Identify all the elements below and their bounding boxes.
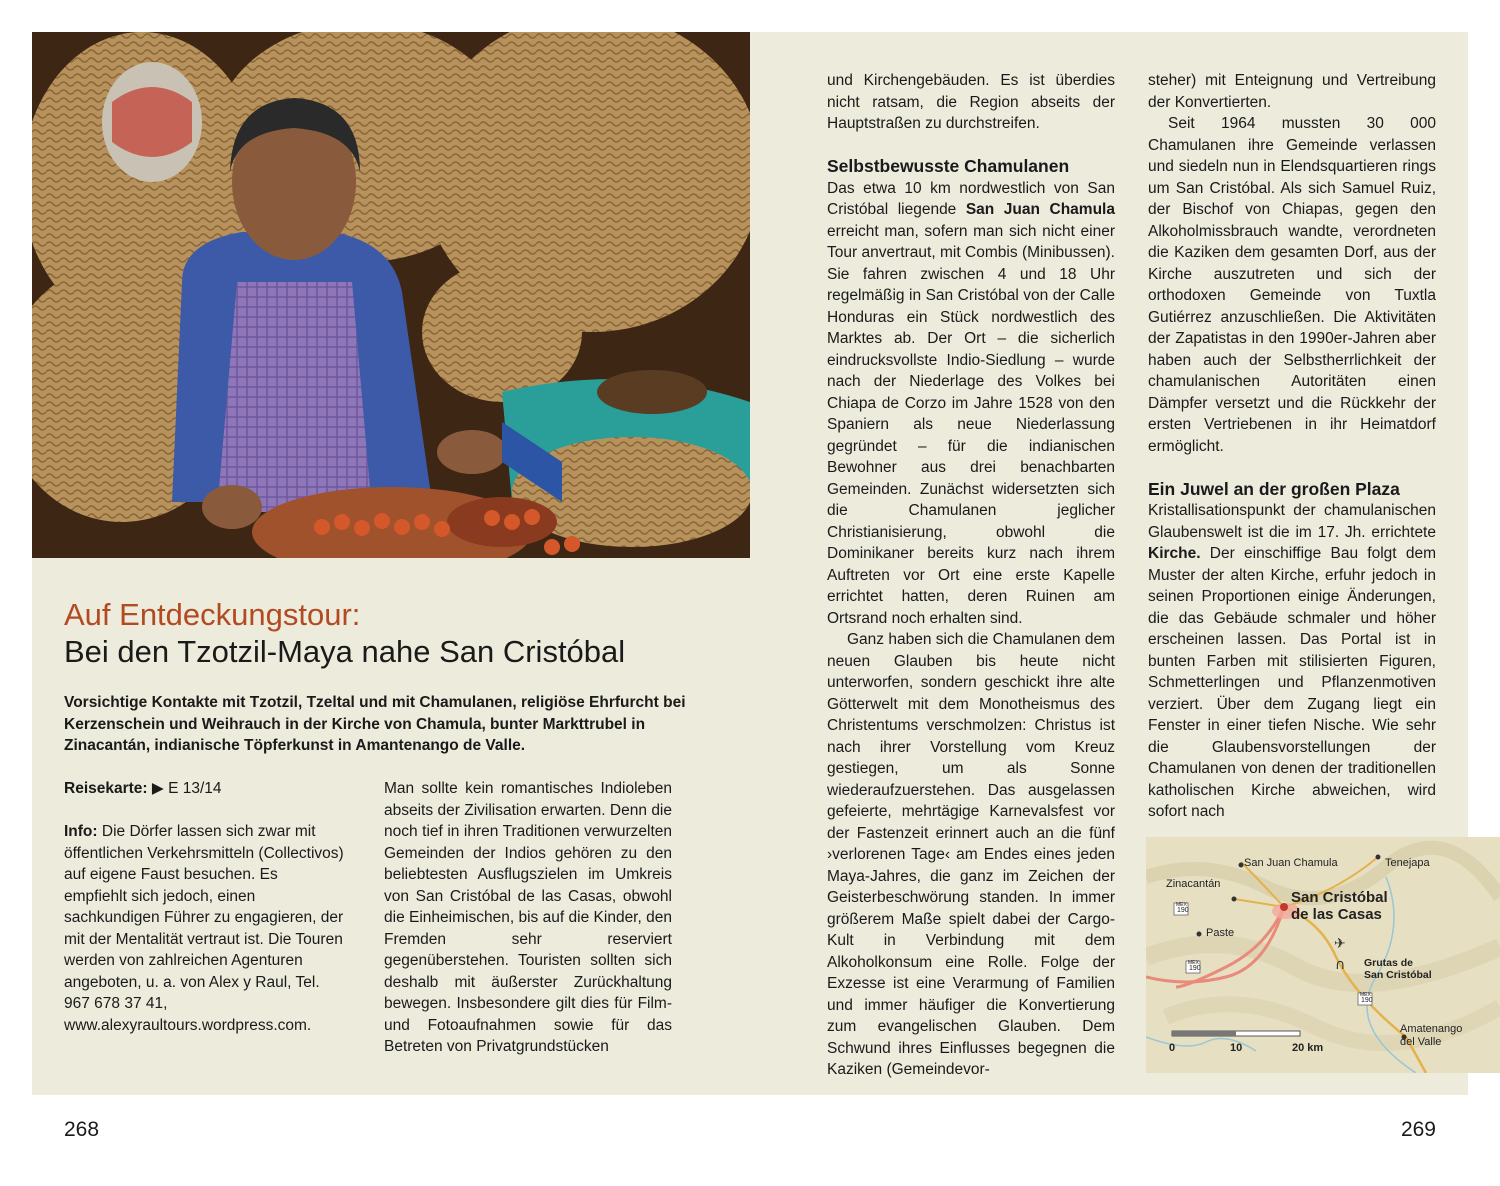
map-label-sc-line2: de las Casas (1291, 906, 1382, 923)
article-lead: Vorsichtige Kontakte mit Tzotzil, Tzeltal und mit Chamulanen, religiöse Ehrfurcht bei Kerzenschein und Weihrauch in der Kirche von Chamula, bunter Markttrubel in Zinacantán, indianische Töpferkunst in Amantenango de Valle. (64, 694, 686, 754)
text-run: erreicht man, sofern man sich nicht einer Tour anvertraut, mit Combis (Minibussen). Sie fahren zwischen 4 und 18 Uhr regelmäßig in San Cristóbal von der Calle Honduras ein Stück nordwestlich des Marktes ab. Der Ort – die sicherlich eindrucksvollste Indio-Siedlung – wurde nach der Niederlage des Volkes bei Chiapa de Corzo im Jahre 1528 von den Spaniern als neue Niederlassung gegründet – für die indianischen Bewohner aus drei benachbarten Gemeinden. Zunächst widersetzten sich die Chamulanen jeglicher Christianisierung, obwohl die Dominikaner bereits kurz nach ihrem Auftreten vor Ort eine erste Kapelle errichtet hatten, deren Ruinen am Ortsrand noch erhalten sind. (827, 222, 1115, 627)
map-label-grutas (1364, 957, 1432, 981)
text-column-3 (827, 70, 1115, 1081)
text-column-4 (1148, 70, 1436, 823)
text-run: Der einschiffige Bau folgt dem Muster der alten Kirche, erfuhr jedoch in seinen Proportionen einige Änderungen, die das Gebäude schmaler und höher erscheinen lassen. Das Portal ist in bunten Farben mit stilisierten Figuren, Schmetterlingen und Pflanzenmotiven verziert. Über dem Zugang liegt ein Fenster in einer tiefen Nische. Wie sehr die Glaubensvorstellungen der Chamulanen von denen der traditionellen katholischen Kirche abweichen, wird sofort nach (1148, 545, 1436, 820)
text-run: Das etwa 10 km nordwestlich von San Cristóbal liegende (827, 179, 1115, 218)
section-heading-chamulanen: Selbstbewusste Chamulanen (827, 156, 1070, 176)
route-number-a: 190 (1177, 907, 1189, 914)
text-run: Kristallisationspunkt der chamulanischen Glaubenswelt ist die im 17. Jh. errichtete (1148, 502, 1436, 541)
map-label-amatenango-line1: Amatenango (1400, 1023, 1463, 1035)
article-headline: Bei den Tzotzil-Maya nahe San Cristóbal (64, 634, 626, 669)
area-map (1146, 837, 1500, 1073)
paragraph: Man sollte kein romantisches Indioleben abseits der Zivilisation erwarten. Denn die noch tief in ihren Traditionen verwurzelten Gemeinden der Indios gehören zu den beliebtesten Ausflugszielen im Umkreis von San Cristóbal de las Casas, obwohl die Einheimischen, bis auf die Kinder, den Fremden sehr reserviert gegenüberstehen. Touristen sollten sich deshalb mit äußerster Zurückhaltung bewegen. Insbesondere gilt dies für Film- und Fotoaufnahmen sowie für das Betreten von Privatgrundstücken (384, 780, 672, 1055)
reisekarte-label: Reisekarte: (64, 780, 148, 797)
page-number-right: 269 (1400, 1118, 1436, 1141)
map-label-zinacantan: Zinacantán (1166, 878, 1221, 890)
paragraph: Seit 1964 mussten 30 000 Chamulanen ihre Gemeinde verlassen und siedeln nun in Elendsquartieren rings um San Cristóbal. Als sich Samuel Ruiz, der Bischof von Chiapas, gegen den Alkoholmissbrauch wandte, verordneten die Kaziken dem gesamten Dorf, aus der Kirche auszutreten und sich der orthodoxen Gemeinde von Tuxtla Gutiérrez anzuschließen. Die Aktivitäten der Zapatistas in den 1990er-Jahren aber haben auch der Selbstherrlichkeit der chamulanischen Autoritäten einen Dämpfer versetzt und die Rückkehr der ersten Vertriebenen in ihr Heimatdorf ermöglicht. (1148, 115, 1436, 455)
svg-text:∩: ∩ (1335, 957, 1346, 973)
paragraph: steher) mit Enteignung und Vertreibung der Konvertierten. (1148, 72, 1436, 111)
paragraph: Ganz haben sich die Chamulanen dem neuen Glauben bis heute nicht unterworfen, sondern geschickt ihre alte Götterwelt mit dem Monotheismus des Christentums verschmolzen: Christus ist nach ihrer Vorstellung vom Kreuz gestiegen, um als Sonne wiederaufzuerstehen. Das ausgelassen gefeierte, mehrtägige Karnevalsfest vor der Fastenzeit erinnert auch an die fünf ›verlorenen Tage‹ am Endes eines jeden Maya-Jahres, die ganz im Zeichen der Geisterbeschwörung standen. In immer größerem Maße spielt dabei der Cargo-Kult in Verbindung mit dem Alkoholkonsum eine Rolle. Folge der Exzesse ist eine Verarmung of Familien und immer häufiger die Konvertierung zum evangelischen Glauben. Dem Schwund ihres Einflusses begegnen die Kaziken (Gemeindevor- (827, 631, 1115, 1078)
page-number-left: 268 (64, 1118, 100, 1141)
paragraph: und Kirchengebäuden. Es ist überdies nicht ratsam, die Region abseits der Hauptstraßen zu durchstreifen. (827, 72, 1115, 132)
map-label-grutas-line2: San Cristóbal (1364, 969, 1432, 981)
paragraph (1148, 500, 1436, 823)
highlight-san-juan-chamula: San Juan Chamula (965, 201, 1115, 218)
reisekarte-ref: ▶ E 13/14 (151, 780, 222, 797)
map-label-tenejapa: Tenejapa (1385, 857, 1430, 869)
info-text: Die Dörfer lassen sich zwar mit öffentlichen Verkehrsmitteln (Collectivos) auf eigene Faust besuchen. Es empfiehlt sich jedoch, einen sachkundigen Führer zu engagieren, der mit der Mentalität vertraut ist. Die Touren werden von zahlreichen Agenturen angeboten, u. a. von Alex y Raul, Tel. 967 678 37 41, www.alexyraultours.wordpress.com. (64, 823, 344, 1034)
map-label-san-juan-chamula: San Juan Chamula (1244, 857, 1338, 869)
article-kicker: Auf Entdeckungstour: (64, 597, 361, 632)
map-scale-10: 10 (1230, 1042, 1243, 1054)
route-number-c: 190 (1361, 997, 1373, 1004)
map-scale-20: 20 km (1292, 1042, 1324, 1054)
route-shield-mex-b: MEX (1188, 960, 1199, 966)
text-column-2 (384, 778, 672, 1058)
map-label-grutas-line1: Grutas de (1364, 957, 1414, 969)
map-label-amatenango (1400, 1023, 1462, 1049)
article-title-block (64, 596, 744, 670)
map-label-paste: Paste (1206, 927, 1235, 939)
map-label-sc-line1: San Cristóbal (1291, 889, 1388, 906)
info-label: Info: (64, 823, 98, 840)
section-heading-juwel: Ein Juwel an der großen Plaza (1148, 478, 1400, 499)
route-shield-mex-a: MEX (1176, 902, 1187, 908)
reisekarte-line (64, 778, 344, 800)
svg-text:✈: ✈ (1334, 936, 1346, 952)
paragraph (827, 178, 1115, 630)
info-column (64, 778, 344, 1036)
info-paragraph (64, 821, 344, 1036)
map-label-san-cristobal (1291, 889, 1388, 923)
map-label-amatenango-line2: del Valle (1400, 1036, 1442, 1048)
map-scale-0: 0 (1169, 1042, 1176, 1054)
route-number-b: 190 (1189, 965, 1201, 972)
route-shield-mex-c: MEX (1360, 992, 1371, 998)
highlight-kirche: Kirche. (1148, 545, 1201, 562)
photo-market-woman (32, 32, 750, 558)
